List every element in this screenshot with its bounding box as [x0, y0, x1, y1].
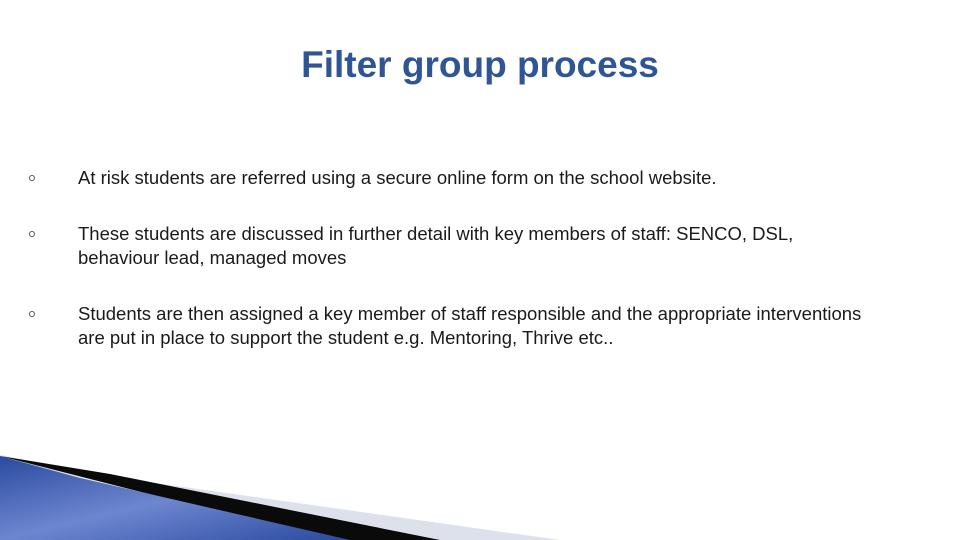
bullet-text: Students are then assigned a key member of staff responsible and the appropriate interventions are put in place to support the student e.g. Mentoring, Thrive etc.. [78, 303, 862, 348]
bullet-text: At risk students are referred using a secure online form on the school website. [78, 167, 717, 188]
bullet-text: These students are discussed in further detail with key members of staff: SENCO, DSL, behaviour lead, managed moves [78, 223, 794, 268]
slide-title: Filter group process [301, 44, 659, 85]
